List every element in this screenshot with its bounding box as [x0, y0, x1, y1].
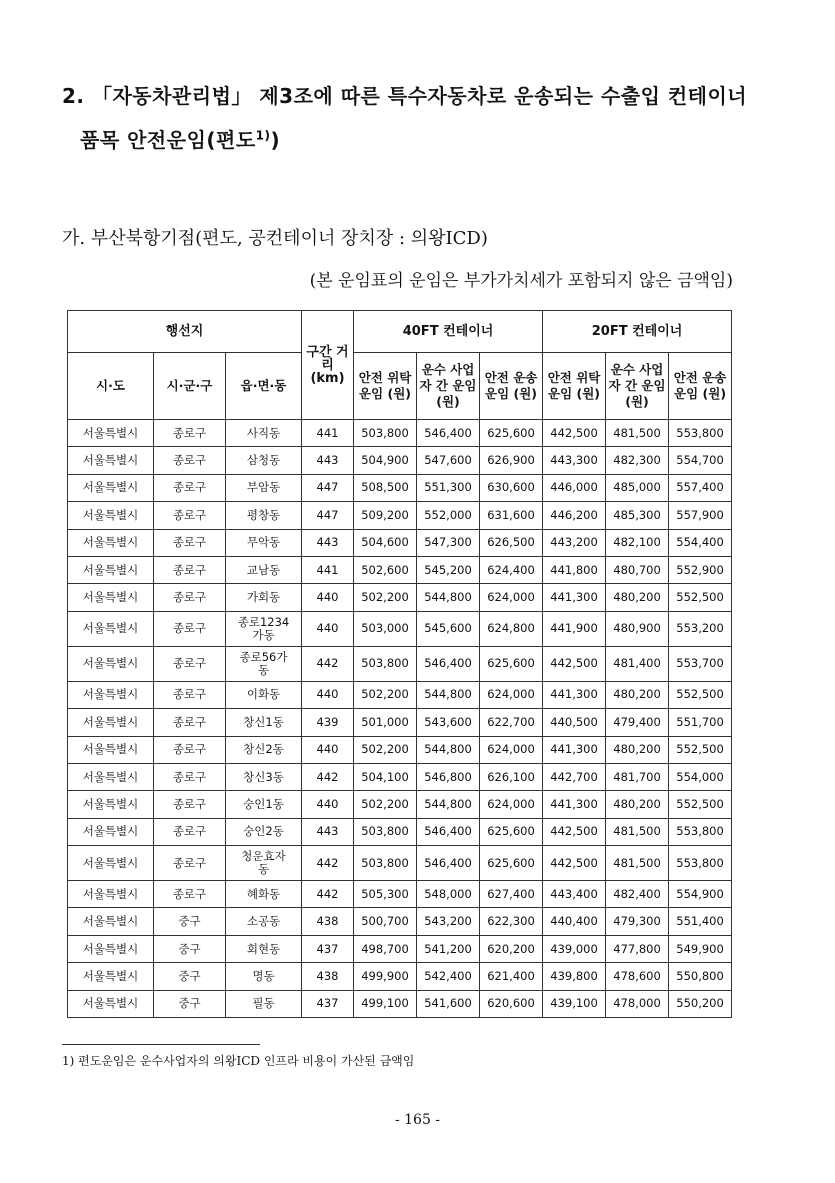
cell-dong: 창신2동: [226, 736, 302, 763]
cell-40ft-transport: 621,400: [480, 963, 543, 990]
cell-40ft-transport: 624,400: [480, 556, 543, 583]
cell-sido: 서울특별시: [68, 908, 154, 935]
cell-distance: 442: [302, 846, 354, 881]
cell-sido: 서울특별시: [68, 447, 154, 474]
cell-40ft-transport: 624,800: [480, 611, 543, 646]
cell-distance: 439: [302, 709, 354, 736]
cell-sido: 서울특별시: [68, 990, 154, 1017]
cell-20ft-transport: 550,200: [669, 990, 732, 1017]
title-text: 품목 안전운임(편도: [80, 128, 256, 152]
cell-dong: 회현동: [226, 935, 302, 962]
cell-sido: 서울특별시: [68, 963, 154, 990]
cell-40ft-consign: 501,000: [354, 709, 417, 736]
cell-sido: 서울특별시: [68, 881, 154, 908]
table-row: [68, 420, 732, 447]
cell-40ft-carrier: 546,400: [417, 818, 480, 845]
cell-sigungu: 종로구: [154, 584, 226, 611]
cell-distance: 443: [302, 529, 354, 556]
cell-sigungu: 종로구: [154, 709, 226, 736]
title-close: ): [270, 128, 281, 152]
cell-20ft-consign: 443,400: [543, 881, 606, 908]
cell-dong: 숭인2동: [226, 818, 302, 845]
cell-sigungu: 중구: [154, 908, 226, 935]
cell-dong: 청운효자 동: [226, 846, 302, 881]
cell-20ft-carrier: 480,200: [606, 736, 669, 763]
cell-20ft-transport: 551,400: [669, 908, 732, 935]
table-row: [68, 447, 732, 474]
cell-distance: 440: [302, 584, 354, 611]
header-sido: 시·도: [68, 353, 154, 420]
table-row: [68, 529, 732, 556]
cell-40ft-transport: 625,600: [480, 646, 543, 681]
cell-20ft-consign: 442,500: [543, 646, 606, 681]
cell-40ft-consign: 498,700: [354, 935, 417, 962]
footnote-ref: 1): [255, 128, 271, 143]
cell-dong: 명동: [226, 963, 302, 990]
cell-20ft-transport: 551,700: [669, 709, 732, 736]
cell-dong: 부암동: [226, 474, 302, 501]
cell-20ft-carrier: 482,100: [606, 529, 669, 556]
cell-40ft-consign: 505,300: [354, 881, 417, 908]
cell-20ft-carrier: 478,000: [606, 990, 669, 1017]
cell-dong: 소공동: [226, 908, 302, 935]
cell-dong: 교남동: [226, 556, 302, 583]
cell-40ft-transport: 622,300: [480, 908, 543, 935]
cell-20ft-carrier: 480,200: [606, 584, 669, 611]
table-row: [68, 763, 732, 790]
cell-40ft-consign: 503,800: [354, 846, 417, 881]
cell-40ft-carrier: 546,400: [417, 420, 480, 447]
page-number: - 165 -: [394, 1112, 441, 1128]
cell-40ft-consign: 503,800: [354, 646, 417, 681]
table-row: [68, 963, 732, 990]
table-row: [68, 908, 732, 935]
cell-20ft-consign: 442,500: [543, 818, 606, 845]
cell-sigungu: 중구: [154, 935, 226, 962]
cell-sigungu: 종로구: [154, 420, 226, 447]
cell-20ft-transport: 554,400: [669, 529, 732, 556]
cell-40ft-consign: 502,200: [354, 791, 417, 818]
cell-distance: 440: [302, 791, 354, 818]
footnote-divider: [62, 1044, 260, 1045]
cell-sigungu: 중구: [154, 963, 226, 990]
table-row: [68, 736, 732, 763]
cell-dong: 종로56가 동: [226, 646, 302, 681]
cell-20ft-transport: 552,900: [669, 556, 732, 583]
cell-40ft-consign: 504,900: [354, 447, 417, 474]
cell-20ft-carrier: 479,400: [606, 709, 669, 736]
cell-40ft-transport: 624,000: [480, 681, 543, 708]
header-20ft: 20FT 컨테이너: [543, 311, 732, 353]
cell-20ft-transport: 557,900: [669, 502, 732, 529]
cell-20ft-transport: 553,700: [669, 646, 732, 681]
table-row: [68, 681, 732, 708]
cell-20ft-carrier: 482,300: [606, 447, 669, 474]
cell-40ft-consign: 502,200: [354, 736, 417, 763]
table-row: [68, 791, 732, 818]
cell-20ft-carrier: 481,700: [606, 763, 669, 790]
header-20ft-carrier: 운수 사업자 간 운임 (원): [606, 353, 669, 420]
cell-40ft-consign: 503,800: [354, 818, 417, 845]
cell-40ft-carrier: 542,400: [417, 963, 480, 990]
header-40ft-carrier: 운수 사업자 간 운임 (원): [417, 353, 480, 420]
cell-sido: 서울특별시: [68, 420, 154, 447]
cell-20ft-consign: 442,500: [543, 420, 606, 447]
table-row: [68, 846, 732, 881]
cell-40ft-consign: 504,600: [354, 529, 417, 556]
cell-20ft-consign: 439,000: [543, 935, 606, 962]
cell-20ft-carrier: 481,500: [606, 420, 669, 447]
cell-20ft-transport: 553,800: [669, 818, 732, 845]
cell-sido: 서울특별시: [68, 846, 154, 881]
cell-40ft-transport: 625,600: [480, 420, 543, 447]
cell-sido: 서울특별시: [68, 646, 154, 681]
cell-40ft-consign: 500,700: [354, 908, 417, 935]
cell-40ft-carrier: 545,200: [417, 556, 480, 583]
cell-40ft-transport: 626,900: [480, 447, 543, 474]
cell-sido: 서울특별시: [68, 584, 154, 611]
vat-note: (본 운임표의 운임은 부가가치세가 포함되지 않은 금액임): [309, 271, 733, 291]
cell-40ft-carrier: 544,800: [417, 791, 480, 818]
cell-40ft-carrier: 552,000: [417, 502, 480, 529]
fare-table-body: [68, 420, 732, 1018]
cell-20ft-transport: 550,800: [669, 963, 732, 990]
cell-sido: 서울특별시: [68, 502, 154, 529]
table-row: [68, 881, 732, 908]
cell-20ft-consign: 442,500: [543, 846, 606, 881]
cell-40ft-consign: 504,100: [354, 763, 417, 790]
cell-40ft-consign: 502,200: [354, 681, 417, 708]
cell-dong: 숭인1동: [226, 791, 302, 818]
cell-20ft-consign: 441,800: [543, 556, 606, 583]
cell-sigungu: 종로구: [154, 791, 226, 818]
table-row: [68, 556, 732, 583]
cell-sido: 서울특별시: [68, 935, 154, 962]
cell-40ft-carrier: 544,800: [417, 681, 480, 708]
fare-table: [67, 310, 732, 1018]
cell-distance: 438: [302, 963, 354, 990]
cell-40ft-transport: 626,100: [480, 763, 543, 790]
cell-40ft-transport: 620,200: [480, 935, 543, 962]
cell-20ft-transport: 557,400: [669, 474, 732, 501]
cell-sido: 서울특별시: [68, 791, 154, 818]
cell-20ft-carrier: 485,300: [606, 502, 669, 529]
cell-20ft-transport: 552,500: [669, 736, 732, 763]
header-40ft-consign: 안전 위탁 운임 (원): [354, 353, 417, 420]
cell-distance: 441: [302, 556, 354, 583]
cell-40ft-carrier: 546,400: [417, 846, 480, 881]
cell-sigungu: 종로구: [154, 556, 226, 583]
cell-sido: 서울특별시: [68, 736, 154, 763]
cell-20ft-transport: 552,500: [669, 584, 732, 611]
cell-40ft-consign: 502,600: [354, 556, 417, 583]
cell-40ft-carrier: 543,600: [417, 709, 480, 736]
cell-dong: 사직동: [226, 420, 302, 447]
cell-20ft-consign: 439,100: [543, 990, 606, 1017]
cell-dong: 창신1동: [226, 709, 302, 736]
cell-sigungu: 종로구: [154, 763, 226, 790]
cell-40ft-carrier: 546,400: [417, 646, 480, 681]
cell-20ft-transport: 554,700: [669, 447, 732, 474]
header-sigungu: 시·군·구: [154, 353, 226, 420]
cell-20ft-carrier: 477,800: [606, 935, 669, 962]
table-row: [68, 709, 732, 736]
table-row: [68, 584, 732, 611]
cell-20ft-consign: 441,300: [543, 791, 606, 818]
cell-distance: 442: [302, 881, 354, 908]
cell-20ft-consign: 440,500: [543, 709, 606, 736]
cell-distance: 437: [302, 990, 354, 1017]
cell-20ft-transport: 553,800: [669, 420, 732, 447]
cell-40ft-transport: 624,000: [480, 584, 543, 611]
cell-40ft-consign: 499,100: [354, 990, 417, 1017]
cell-sigungu: 종로구: [154, 447, 226, 474]
cell-20ft-consign: 446,000: [543, 474, 606, 501]
cell-sido: 서울특별시: [68, 611, 154, 646]
cell-40ft-carrier: 541,600: [417, 990, 480, 1017]
cell-dong: 가회동: [226, 584, 302, 611]
cell-20ft-carrier: 482,400: [606, 881, 669, 908]
header-eupmyeondong: 읍·면·동: [226, 353, 302, 420]
cell-distance: 447: [302, 502, 354, 529]
cell-distance: 442: [302, 763, 354, 790]
cell-distance: 441: [302, 420, 354, 447]
cell-dong: 종로1234 가동: [226, 611, 302, 646]
cell-40ft-consign: 509,200: [354, 502, 417, 529]
table-row: [68, 611, 732, 646]
cell-40ft-transport: 625,600: [480, 846, 543, 881]
cell-20ft-transport: 554,000: [669, 763, 732, 790]
cell-distance: 442: [302, 646, 354, 681]
cell-dong: 창신3동: [226, 763, 302, 790]
table-row: [68, 818, 732, 845]
table-row: [68, 646, 732, 681]
section-title-line2: [80, 124, 280, 153]
cell-sido: 서울특별시: [68, 556, 154, 583]
cell-sigungu: 종로구: [154, 846, 226, 881]
cell-20ft-consign: 441,300: [543, 584, 606, 611]
cell-sigungu: 종로구: [154, 502, 226, 529]
cell-20ft-consign: 446,200: [543, 502, 606, 529]
cell-40ft-consign: 502,200: [354, 584, 417, 611]
table-row: [68, 502, 732, 529]
cell-20ft-consign: 443,200: [543, 529, 606, 556]
cell-distance: 440: [302, 681, 354, 708]
table-row: [68, 935, 732, 962]
cell-distance: 438: [302, 908, 354, 935]
cell-sigungu: 종로구: [154, 681, 226, 708]
cell-40ft-carrier: 545,600: [417, 611, 480, 646]
cell-40ft-consign: 503,000: [354, 611, 417, 646]
cell-40ft-consign: 503,800: [354, 420, 417, 447]
cell-sigungu: 종로구: [154, 474, 226, 501]
cell-20ft-consign: 440,400: [543, 908, 606, 935]
cell-sido: 서울특별시: [68, 818, 154, 845]
cell-sigungu: 종로구: [154, 646, 226, 681]
table-row: [68, 474, 732, 501]
cell-20ft-transport: 552,500: [669, 791, 732, 818]
cell-20ft-carrier: 481,500: [606, 818, 669, 845]
cell-20ft-carrier: 481,400: [606, 646, 669, 681]
cell-sigungu: 종로구: [154, 818, 226, 845]
cell-40ft-carrier: 546,800: [417, 763, 480, 790]
cell-20ft-consign: 439,800: [543, 963, 606, 990]
cell-40ft-carrier: 551,300: [417, 474, 480, 501]
cell-distance: 443: [302, 818, 354, 845]
cell-40ft-carrier: 548,000: [417, 881, 480, 908]
cell-40ft-consign: 499,900: [354, 963, 417, 990]
cell-40ft-transport: 630,600: [480, 474, 543, 501]
cell-dong: 평창동: [226, 502, 302, 529]
cell-distance: 440: [302, 611, 354, 646]
cell-20ft-carrier: 480,900: [606, 611, 669, 646]
cell-dong: 삼청동: [226, 447, 302, 474]
cell-40ft-transport: 631,600: [480, 502, 543, 529]
cell-20ft-carrier: 479,300: [606, 908, 669, 935]
cell-sido: 서울특별시: [68, 529, 154, 556]
cell-sigungu: 중구: [154, 990, 226, 1017]
cell-sido: 서울특별시: [68, 681, 154, 708]
cell-40ft-carrier: 544,800: [417, 584, 480, 611]
cell-40ft-carrier: 544,800: [417, 736, 480, 763]
cell-40ft-transport: 620,600: [480, 990, 543, 1017]
cell-40ft-carrier: 543,200: [417, 908, 480, 935]
cell-20ft-transport: 549,900: [669, 935, 732, 962]
cell-sigungu: 종로구: [154, 611, 226, 646]
cell-sido: 서울특별시: [68, 763, 154, 790]
cell-sigungu: 종로구: [154, 736, 226, 763]
cell-distance: 443: [302, 447, 354, 474]
cell-sigungu: 종로구: [154, 529, 226, 556]
cell-20ft-carrier: 485,000: [606, 474, 669, 501]
cell-distance: 440: [302, 736, 354, 763]
cell-20ft-carrier: 480,200: [606, 791, 669, 818]
cell-20ft-carrier: 478,600: [606, 963, 669, 990]
cell-40ft-transport: 626,500: [480, 529, 543, 556]
cell-20ft-carrier: 480,200: [606, 681, 669, 708]
cell-distance: 447: [302, 474, 354, 501]
cell-20ft-consign: 443,300: [543, 447, 606, 474]
cell-dong: 필동: [226, 990, 302, 1017]
cell-40ft-carrier: 547,300: [417, 529, 480, 556]
cell-20ft-consign: 441,300: [543, 736, 606, 763]
header-40ft: 40FT 컨테이너: [354, 311, 543, 353]
cell-40ft-carrier: 547,600: [417, 447, 480, 474]
cell-20ft-carrier: 480,700: [606, 556, 669, 583]
footnote: 1) 편도운임은 운수사업자의 의왕ICD 인프라 비용이 가산된 금액임: [62, 1054, 415, 1068]
cell-20ft-carrier: 481,500: [606, 846, 669, 881]
cell-40ft-transport: 622,700: [480, 709, 543, 736]
cell-20ft-consign: 442,700: [543, 763, 606, 790]
cell-40ft-transport: 625,600: [480, 818, 543, 845]
header-40ft-transport: 안전 운송 운임 (원): [480, 353, 543, 420]
cell-40ft-transport: 627,400: [480, 881, 543, 908]
header-20ft-consign: 안전 위탁 운임 (원): [543, 353, 606, 420]
cell-20ft-transport: 553,200: [669, 611, 732, 646]
section-title-line1: 2. 「자동차관리법」 제3조에 따른 특수자동차로 운송되는 수출입 컨테이너: [62, 84, 748, 108]
cell-20ft-consign: 441,300: [543, 681, 606, 708]
cell-20ft-transport: 553,800: [669, 846, 732, 881]
cell-sido: 서울특별시: [68, 474, 154, 501]
cell-40ft-consign: 508,500: [354, 474, 417, 501]
cell-distance: 437: [302, 935, 354, 962]
cell-40ft-transport: 624,000: [480, 736, 543, 763]
cell-20ft-consign: 441,900: [543, 611, 606, 646]
cell-20ft-transport: 552,500: [669, 681, 732, 708]
cell-dong: 이화동: [226, 681, 302, 708]
cell-dong: 무악동: [226, 529, 302, 556]
cell-40ft-transport: 624,000: [480, 791, 543, 818]
cell-sido: 서울특별시: [68, 709, 154, 736]
header-distance: 구간 거리 (km): [302, 311, 354, 420]
cell-20ft-transport: 554,900: [669, 881, 732, 908]
subsection-title: 가. 부산북항기점(편도, 공컨테이너 장치장 : 의왕ICD): [62, 228, 488, 249]
header-destination: 행선지: [68, 311, 302, 353]
cell-40ft-carrier: 541,200: [417, 935, 480, 962]
cell-dong: 혜화동: [226, 881, 302, 908]
cell-sigungu: 종로구: [154, 881, 226, 908]
table-row: [68, 990, 732, 1017]
header-20ft-transport: 안전 운송 운임 (원): [669, 353, 732, 420]
